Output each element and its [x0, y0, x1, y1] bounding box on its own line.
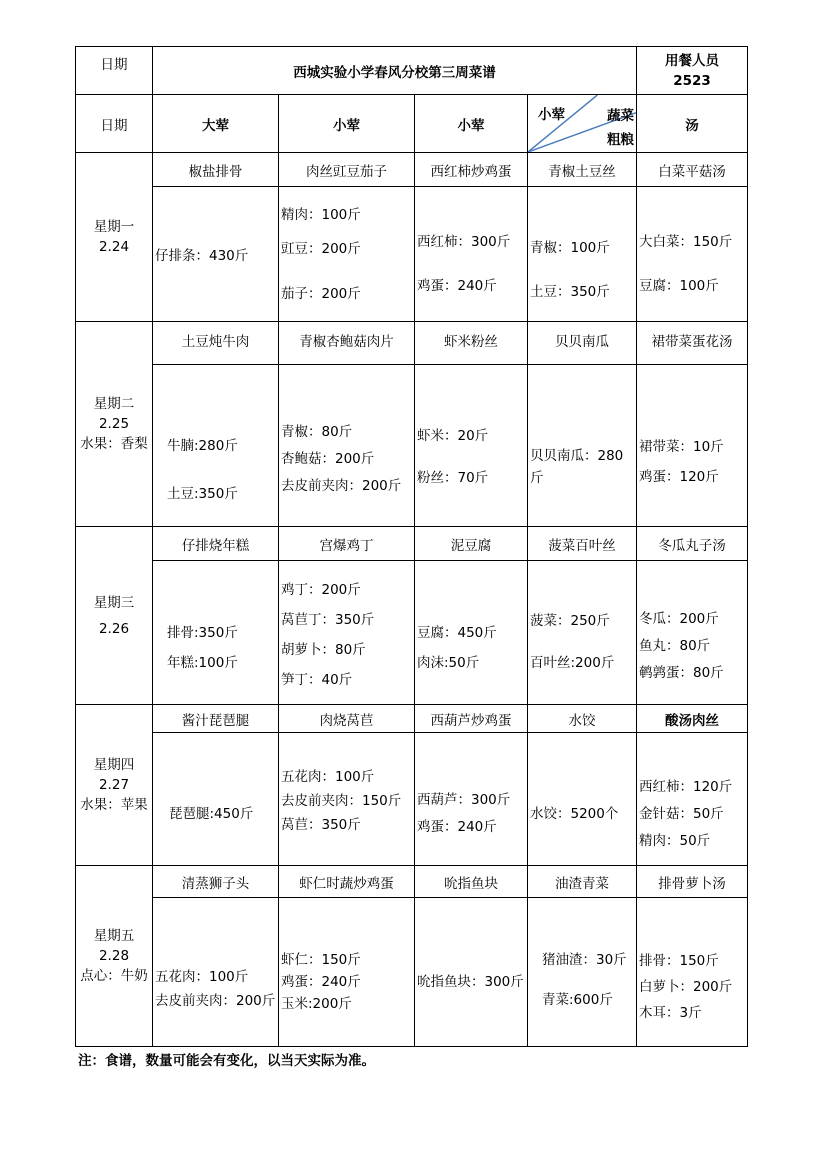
ingredient-line: 琵琶腿:450斤	[169, 806, 254, 822]
ingredient-line: 木耳：3斤	[639, 1005, 702, 1021]
ingredient-line: 豇豆：200斤	[281, 241, 361, 257]
diag-label-grain: 粗粮	[607, 132, 634, 148]
ingredient-line: 去皮前夹肉：150斤	[281, 792, 402, 809]
ingredient-cell	[279, 733, 415, 866]
dish-name: 虾米粉丝	[415, 322, 528, 365]
dish-name: 冬瓜丸子汤	[637, 527, 748, 561]
day-row-dishes	[76, 322, 748, 365]
day-label: 星期一	[93, 219, 135, 235]
dish-name: 青椒杏鲍菇肉片	[279, 322, 415, 365]
ingredient-cell	[415, 733, 528, 866]
ingredient-cell	[637, 898, 748, 1047]
ingredient-line: 精肉：50斤	[639, 832, 711, 849]
dish-name: 西红柿炒鸡蛋	[415, 153, 528, 187]
dish-name: 酱汁琵琶腿	[153, 705, 279, 733]
ingredient-cell	[279, 561, 415, 705]
dish-name: 裙带菜蛋花汤	[637, 322, 748, 365]
dish-name: 白菜平菇汤	[637, 153, 748, 187]
ingredient-line: 鸡蛋：120斤	[639, 468, 719, 485]
day-cell-friday	[76, 866, 153, 1047]
dish-name: 仔排烧年糕	[153, 527, 279, 561]
ingredient-cell	[415, 187, 528, 322]
dish-name: 泥豆腐	[415, 527, 528, 561]
day-label: 星期三	[93, 594, 135, 611]
dish-name: 土豆炖牛肉	[153, 322, 279, 365]
ingredient-cell	[415, 561, 528, 705]
col-date: 日期	[76, 95, 153, 153]
ingredient-cell	[153, 898, 279, 1047]
ingredient-line: 排骨：150斤	[639, 953, 719, 969]
day-row-ingredients	[76, 365, 748, 527]
ingredient-line: 鱼丸：80斤	[639, 638, 711, 654]
ingredient-line: 猪油渣：30斤	[542, 952, 627, 968]
day-row-dishes	[76, 705, 748, 733]
ingredient-line: 金针菇：50斤	[639, 805, 724, 822]
day-row-dishes	[76, 527, 748, 561]
day-extra: 点心：牛奶	[80, 968, 148, 984]
ingredient-line: 精肉：100斤	[281, 207, 361, 223]
dish-name: 贝贝南瓜	[528, 322, 637, 365]
day-extra: 水果：苹果	[80, 797, 148, 813]
ingredient-line: 五花肉：100斤	[281, 768, 375, 785]
ingredient-line: 鸡蛋：240斤	[417, 278, 497, 294]
diag-label-small-meat: 小荤	[538, 107, 565, 123]
ingredient-line: 西红柿：120斤	[639, 778, 733, 795]
page-title: 西城实验小学春风分校第三周菜谱	[153, 47, 637, 95]
day-date: 2.28	[98, 948, 130, 964]
ingredient-cell	[528, 187, 637, 322]
dish-name: 吮指鱼块	[415, 866, 528, 898]
day-cell-thursday	[76, 705, 153, 866]
ingredient-line: 去皮前夹肉：200斤	[281, 478, 402, 494]
ingredient-line: 牛腩:280斤	[167, 437, 238, 454]
ingredient-line: 鸡丁：200斤	[281, 581, 361, 598]
ingredient-cell	[637, 365, 748, 527]
ingredient-line: 裙带菜：10斤	[639, 438, 724, 455]
ingredient-line: 青椒：100斤	[530, 240, 610, 256]
ingredient-cell	[637, 733, 748, 866]
ingredient-line: 去皮前夹肉：200斤	[155, 993, 276, 1009]
col-small-meat-1: 小荤	[279, 95, 415, 153]
ingredient-line: 土豆:350斤	[167, 485, 238, 502]
day-row-dishes	[76, 866, 748, 898]
dish-name: 油渣青菜	[528, 866, 637, 898]
diners-count: 2523	[673, 72, 711, 89]
ingredient-line: 豆腐：100斤	[639, 278, 719, 294]
col-big-meat: 大荤	[153, 95, 279, 153]
dish-name: 青椒土豆丝	[528, 153, 637, 187]
menu-table	[75, 46, 748, 1047]
ingredient-line: 青菜:600斤	[542, 992, 613, 1008]
day-cell-monday	[76, 153, 153, 322]
ingredient-cell	[279, 187, 415, 322]
diag-label-vegetable: 蔬菜	[607, 108, 634, 124]
day-row-ingredients	[76, 561, 748, 705]
day-date: 2.25	[98, 416, 130, 432]
ingredient-line: 菠菜：250斤	[530, 612, 610, 629]
ingredient-line: 鸡蛋：240斤	[281, 974, 361, 990]
dish-name: 酸汤肉丝	[637, 705, 748, 733]
ingredient-cell	[153, 733, 279, 866]
ingredient-line: 五花肉：100斤	[155, 969, 249, 985]
dish-name: 清蒸狮子头	[153, 866, 279, 898]
ingredient-cell	[279, 898, 415, 1047]
ingredient-cell	[528, 898, 637, 1047]
ingredient-line: 年糕:100斤	[167, 654, 238, 671]
ingredient-cell	[528, 365, 637, 527]
col-diagonal-header	[528, 95, 637, 153]
ingredient-cell	[637, 187, 748, 322]
day-extra: 水果：香梨	[80, 436, 148, 452]
ingredient-line: 仔排条：430斤	[155, 248, 249, 264]
ingredient-line: 杏鲍菇：200斤	[281, 451, 375, 467]
ingredient-line: 青椒：80斤	[281, 424, 353, 440]
ingredient-line: 吮指鱼块：300斤	[417, 974, 524, 990]
ingredient-line: 莴苣丁：350斤	[281, 611, 375, 628]
dish-name: 水饺	[528, 705, 637, 733]
dish-name: 肉丝豇豆茄子	[279, 153, 415, 187]
dish-name: 排骨萝卜汤	[637, 866, 748, 898]
ingredient-cell	[153, 561, 279, 705]
dish-name: 宫爆鸡丁	[279, 527, 415, 561]
day-label: 星期二	[93, 396, 135, 412]
dish-name: 椒盐排骨	[153, 153, 279, 187]
col-small-meat-2: 小荤	[415, 95, 528, 153]
diners-label: 用餐人员	[665, 52, 719, 69]
dish-name: 西葫芦炒鸡蛋	[415, 705, 528, 733]
diners-cell	[637, 47, 748, 95]
ingredient-line: 水饺：5200个	[530, 806, 619, 822]
dish-name: 菠菜百叶丝	[528, 527, 637, 561]
ingredient-line: 肉沫:50斤	[417, 654, 480, 671]
ingredient-line: 百叶丝:200斤	[530, 654, 615, 671]
ingredient-line: 胡萝卜：80斤	[281, 641, 366, 658]
ingredient-cell	[528, 561, 637, 705]
ingredient-line: 虾仁：150斤	[281, 952, 361, 968]
ingredient-line: 鹌鹑蛋：80斤	[639, 665, 724, 681]
ingredient-line: 冬瓜：200斤	[639, 611, 719, 627]
ingredient-line: 白萝卜：200斤	[639, 979, 733, 995]
day-date: 2.24	[98, 239, 130, 255]
dish-name: 肉烧莴苣	[279, 705, 415, 733]
ingredient-line: 粉丝：70斤	[417, 469, 489, 486]
ingredient-line: 豆腐：450斤	[417, 624, 497, 641]
col-soup: 汤	[637, 95, 748, 153]
ingredient-line: 西葫芦：300斤	[417, 792, 511, 808]
ingredient-line: 西红柿：300斤	[417, 234, 511, 250]
ingredient-cell	[415, 898, 528, 1047]
title-row	[76, 47, 748, 95]
day-cell-tuesday	[76, 322, 153, 527]
ingredient-cell	[153, 187, 279, 322]
day-date: 2.27	[98, 777, 130, 793]
day-cell-wednesday	[76, 527, 153, 705]
day-row-dishes	[76, 153, 748, 187]
dish-name: 虾仁时蔬炒鸡蛋	[279, 866, 415, 898]
ingredient-line: 虾米：20斤	[417, 427, 489, 444]
ingredient-cell	[415, 365, 528, 527]
ingredient-line: 大白菜：150斤	[639, 234, 733, 250]
ingredient-line: 茄子：200斤	[281, 286, 361, 302]
date-header-cell: 日期	[76, 47, 153, 95]
ingredient-line: 笋丁：40斤	[281, 671, 353, 688]
ingredient-cell	[153, 365, 279, 527]
column-header-row	[76, 95, 748, 153]
ingredient-line: 贝贝南瓜：280斤	[530, 447, 624, 486]
day-row-ingredients	[76, 187, 748, 322]
day-row-ingredients	[76, 733, 748, 866]
ingredient-line: 土豆：350斤	[530, 284, 610, 300]
day-label: 星期五	[93, 928, 135, 944]
ingredient-line: 玉米:200斤	[281, 996, 352, 1012]
ingredient-line: 鸡蛋：240斤	[417, 819, 497, 835]
footnote: 注：食谱，数量可能会有变化，以当天实际为准。	[78, 1053, 375, 1069]
ingredient-line: 排骨:350斤	[167, 624, 238, 641]
day-row-ingredients	[76, 898, 748, 1047]
ingredient-line: 莴苣：350斤	[281, 816, 361, 833]
day-label: 星期四	[93, 757, 135, 773]
ingredient-cell	[528, 733, 637, 866]
ingredient-cell	[637, 561, 748, 705]
day-date: 2.26	[98, 620, 130, 637]
ingredient-cell	[279, 365, 415, 527]
